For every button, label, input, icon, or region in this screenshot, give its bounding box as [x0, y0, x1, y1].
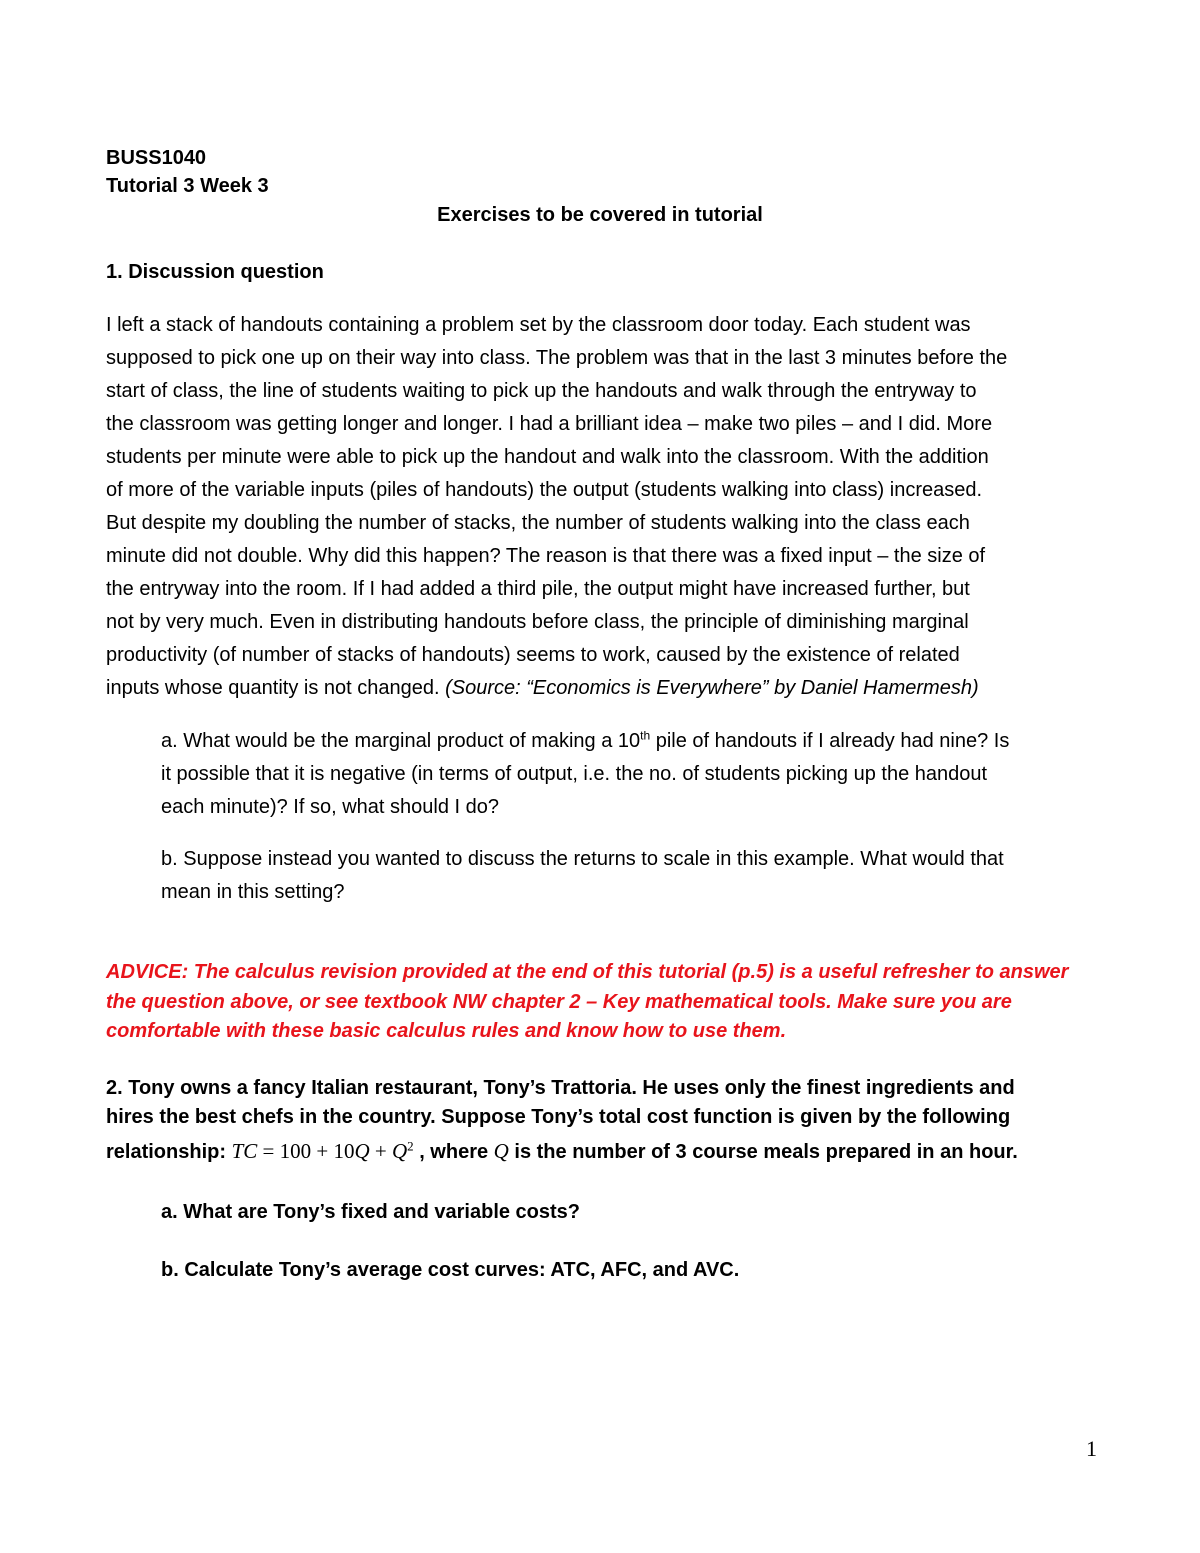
q2-equation-line: [106, 1139, 1018, 1164]
paragraph-line: the entryway into the room. If I had added a third pile, the output might have increased further, but: [106, 578, 970, 600]
part-a-text: pile of handouts if I already had nine? Is: [650, 730, 1010, 752]
q2-line: 2. Tony owns a fancy Italian restaurant, Tony’s Trattoria. He uses only the finest ingredients and: [106, 1077, 1015, 1099]
advice-line: ADVICE: The calculus revision provided at the end of this tutorial (p.5) is a useful refresher to answer: [106, 961, 1069, 983]
q2-line: hires the best chefs in the country. Suppose Tony’s total cost function is given by the following: [106, 1106, 1011, 1128]
q2-text: is the number of 3 course meals prepared in an hour.: [508, 1141, 1018, 1163]
q2-text: , where: [413, 1141, 494, 1163]
math-variable: Q: [493, 1139, 509, 1163]
math-operator: = 100 + 10: [257, 1139, 355, 1163]
paragraph-line: the classroom was getting longer and longer. I had a brilliant idea – make two piles – and I did. More: [106, 413, 993, 435]
paragraph-text: inputs whose quantity is not changed.: [106, 677, 440, 699]
tutorial-label: Tutorial 3 Week 3: [106, 175, 269, 197]
paragraph-line: minute did not double. Why did this happen? The reason is that there was a fixed input – the size of: [106, 545, 986, 567]
paragraph-line: start of class, the line of students waiting to pick up the handouts and walk through the entryway to: [106, 380, 977, 402]
paragraph-line: But despite my doubling the number of stacks, the number of students walking into the class each: [106, 512, 970, 534]
paragraph-line: productivity (of number of stacks of handouts) seems to work, caused by the existence of related: [106, 644, 960, 666]
part-a-line: each minute)? If so, what should I do?: [161, 796, 499, 818]
paragraph-line: students per minute were able to pick up the handout and walk into the classroom. With the addition: [106, 446, 989, 468]
q1-heading: 1. Discussion question: [106, 261, 324, 283]
part-a-text: a. What would be the marginal product of making a 10: [161, 730, 641, 752]
paragraph-line: I left a stack of handouts containing a problem set by the classroom door today. Each student was: [106, 314, 971, 336]
page-number: 1: [1086, 1436, 1097, 1461]
math-variable: TC: [231, 1139, 258, 1163]
part-b-line: b. Suppose instead you wanted to discuss the returns to scale in this example. What would that: [161, 848, 1004, 870]
paragraph-last-line: [106, 676, 979, 700]
part-a-line: [161, 729, 1009, 753]
paragraph-line: of more of the variable inputs (piles of handouts) the output (students walking into class) increased.: [106, 479, 983, 501]
q2-part-b: b. Calculate Tony’s average cost curves: ATC, AFC, and AVC.: [161, 1259, 740, 1281]
part-b-line: mean in this setting?: [161, 881, 345, 903]
part-a-line: it possible that it is negative (in terms of output, i.e. the no. of students picking up the handout: [161, 763, 988, 785]
page-title: Exercises to be covered in tutorial: [437, 204, 763, 226]
q2-part-a: a. What are Tony’s fixed and variable costs?: [161, 1201, 581, 1223]
course-code: BUSS1040: [106, 147, 207, 169]
advice-line: the question above, or see textbook NW chapter 2 – Key mathematical tools. Make sure you are: [106, 991, 1012, 1013]
paragraph-line: supposed to pick one up on their way into class. The problem was that in the last 3 minutes before the: [106, 347, 1008, 369]
q2-text: relationship:: [106, 1141, 232, 1163]
ordinal-superscript: th: [640, 728, 651, 743]
math-exponent: 2: [407, 1138, 414, 1154]
advice-line: comfortable with these basic calculus rules and know how to use them.: [106, 1020, 787, 1042]
math-variable: Q: [391, 1139, 408, 1163]
paragraph-line: not by very much. Even in distributing handouts before class, the principle of diminishing marginal: [106, 611, 969, 633]
source-citation: (Source: “Economics is Everywhere” by Daniel Hamermesh): [445, 677, 979, 699]
math-operator: +: [369, 1139, 392, 1163]
math-variable: Q: [354, 1139, 370, 1163]
